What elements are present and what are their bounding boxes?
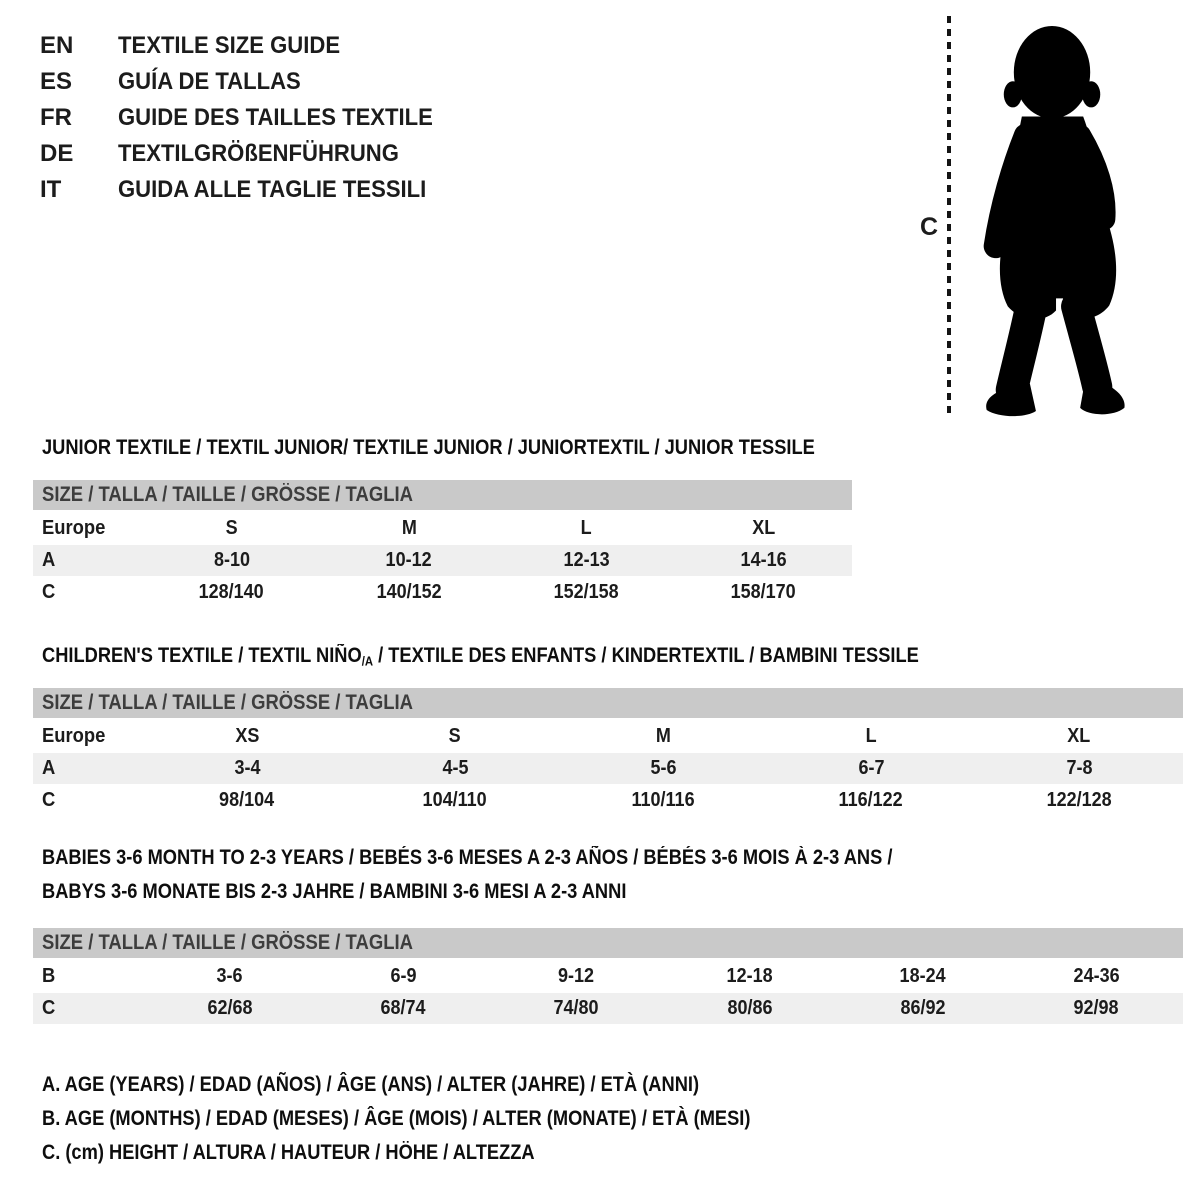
table-cell: 62/68: [207, 997, 253, 1019]
babies-size-table: [33, 928, 1183, 1025]
table-cell: 24-36: [1073, 965, 1120, 987]
height-figure: [895, 8, 1185, 433]
table-cell: 86/92: [900, 997, 946, 1019]
table-cell: 110/116: [631, 789, 695, 811]
language-row: [40, 64, 460, 100]
language-row: [40, 28, 460, 64]
table-row: [33, 961, 1183, 992]
table-cell: S: [448, 725, 462, 747]
table-cell: 158/170: [730, 581, 796, 603]
legend-line: C. (cm) HEIGHT / ALTURA / HAUTEUR / HÖHE / ALTEZZA: [42, 1141, 535, 1164]
language-code: FR: [40, 104, 72, 131]
table-cell: M: [655, 725, 671, 747]
language-code: IT: [40, 176, 62, 203]
row-label: C: [42, 581, 56, 603]
table-cell: 5-6: [649, 757, 677, 779]
legend: [42, 1068, 856, 1170]
table-cell: 7-8: [1065, 757, 1093, 779]
junior-size-table: [33, 480, 852, 609]
size-header-band: [33, 688, 1183, 718]
table-cell: 128/140: [199, 581, 265, 603]
language-code: DE: [40, 140, 74, 167]
language-row: [40, 100, 460, 136]
row-label: A: [42, 757, 56, 779]
legend-line: A. AGE (YEARS) / EDAD (AÑOS) / ÂGE (ANS) / ALTER (JAHRE) / ETÀ (ANNI): [42, 1073, 700, 1096]
row-label: Europe: [42, 517, 106, 539]
heading-line: JUNIOR TEXTILE / TEXTIL JUNIOR/ TEXTILE JUNIOR / JUNIORTEXTIL / JUNIOR TESSILE: [42, 436, 815, 459]
table-cell: XL: [751, 517, 775, 539]
junior-textile-heading: [42, 431, 930, 465]
height-marker-label: C: [920, 213, 939, 241]
language-title-list: [40, 28, 460, 208]
childrens-textile-heading: [42, 639, 1050, 679]
heading-line: BABYS 3-6 MONATE BIS 2-3 JAHRE / BAMBINI 3-6 MESI A 2-3 ANNI: [42, 880, 627, 903]
language-row: [40, 136, 460, 172]
language-code: ES: [40, 68, 73, 95]
table-cell: 12-18: [726, 965, 773, 987]
table-cell: S: [225, 517, 238, 539]
language-title: GUÍA DE TALLAS: [118, 68, 301, 95]
table-cell: 152/158: [553, 581, 619, 603]
row-label: A: [42, 549, 56, 571]
row-label: Europe: [42, 725, 106, 747]
row-label: C: [42, 997, 56, 1019]
table-cell: 12-13: [563, 549, 610, 571]
childrens-size-table: [33, 688, 1183, 817]
table-row: [33, 545, 852, 576]
table-cell: 6-7: [857, 757, 885, 779]
table-cell: 140/152: [376, 581, 442, 603]
size-header-label: SIZE / TALLA / TAILLE / GRÖSSE / TAGLIA: [42, 691, 413, 714]
language-row: [40, 172, 460, 208]
table-cell: 92/98: [1073, 997, 1119, 1019]
language-title: GUIDE DES TAILLES TEXTILE: [118, 104, 433, 131]
table-cell: L: [580, 517, 592, 539]
table-row: [33, 577, 852, 608]
table-cell: 3-6: [216, 965, 243, 987]
table-row: [33, 753, 1183, 784]
table-cell: 104/110: [422, 789, 488, 811]
table-row: [33, 785, 1183, 816]
table-cell: 18-24: [899, 965, 947, 987]
legend-line: B. AGE (MONTHS) / EDAD (MESES) / ÂGE (MOIS) / ALTER (MONATE) / ETÀ (MESI): [42, 1107, 751, 1130]
table-cell: M: [401, 517, 417, 539]
table-cell: 116/122: [838, 789, 904, 811]
language-code: EN: [40, 32, 74, 59]
table-cell: 74/80: [553, 997, 599, 1019]
heading-line: CHILDREN'S TEXTILE / TEXTIL $NIÑO_{/A}$ / TEXTILE DES ENFANTS / KINDERTEXTIL / BAMBINI TESSILE: [42, 644, 919, 669]
table-row: [33, 721, 1183, 752]
table-cell: XS: [234, 725, 260, 747]
table-cell: 98/104: [219, 789, 275, 811]
size-header-band: [33, 928, 1183, 958]
height-dashed-line: [947, 16, 951, 418]
size-header-label: SIZE / TALLA / TAILLE / GRÖSSE / TAGLIA: [42, 931, 413, 954]
table-cell: 122/128: [1046, 789, 1112, 811]
table-cell: 80/86: [727, 997, 773, 1019]
table-cell: L: [865, 725, 877, 747]
table-cell: XL: [1067, 725, 1091, 747]
table-cell: 10-12: [385, 549, 432, 571]
size-header-band: [33, 480, 852, 510]
language-title: TEXTILE SIZE GUIDE: [118, 32, 341, 59]
babies-textile-heading: [42, 841, 1020, 909]
row-label: B: [42, 965, 56, 987]
row-label: C: [42, 789, 56, 811]
table-row: [33, 513, 852, 544]
table-cell: 9-12: [558, 965, 595, 987]
language-title: TEXTILGRÖßENFÜHRUNG: [118, 140, 399, 167]
table-cell: 6-9: [389, 965, 416, 987]
table-cell: 3-4: [233, 757, 261, 779]
table-cell: 14-16: [740, 549, 787, 571]
size-header-label: SIZE / TALLA / TAILLE / GRÖSSE / TAGLIA: [42, 483, 413, 506]
table-row: [33, 993, 1183, 1024]
table-cell: 8-10: [213, 549, 250, 571]
table-cell: 68/74: [380, 997, 426, 1019]
language-title: GUIDA ALLE TAGLIE TESSILI: [118, 176, 427, 203]
table-cell: 4-5: [441, 757, 469, 779]
heading-line: BABIES 3-6 MONTH TO 2-3 YEARS / BEBÉS 3-6 MESES A 2-3 AÑOS / BÉBÉS 3-6 MOIS À 2-3 ANS /: [42, 846, 893, 869]
toddler-silhouette-icon: [965, 20, 1135, 422]
